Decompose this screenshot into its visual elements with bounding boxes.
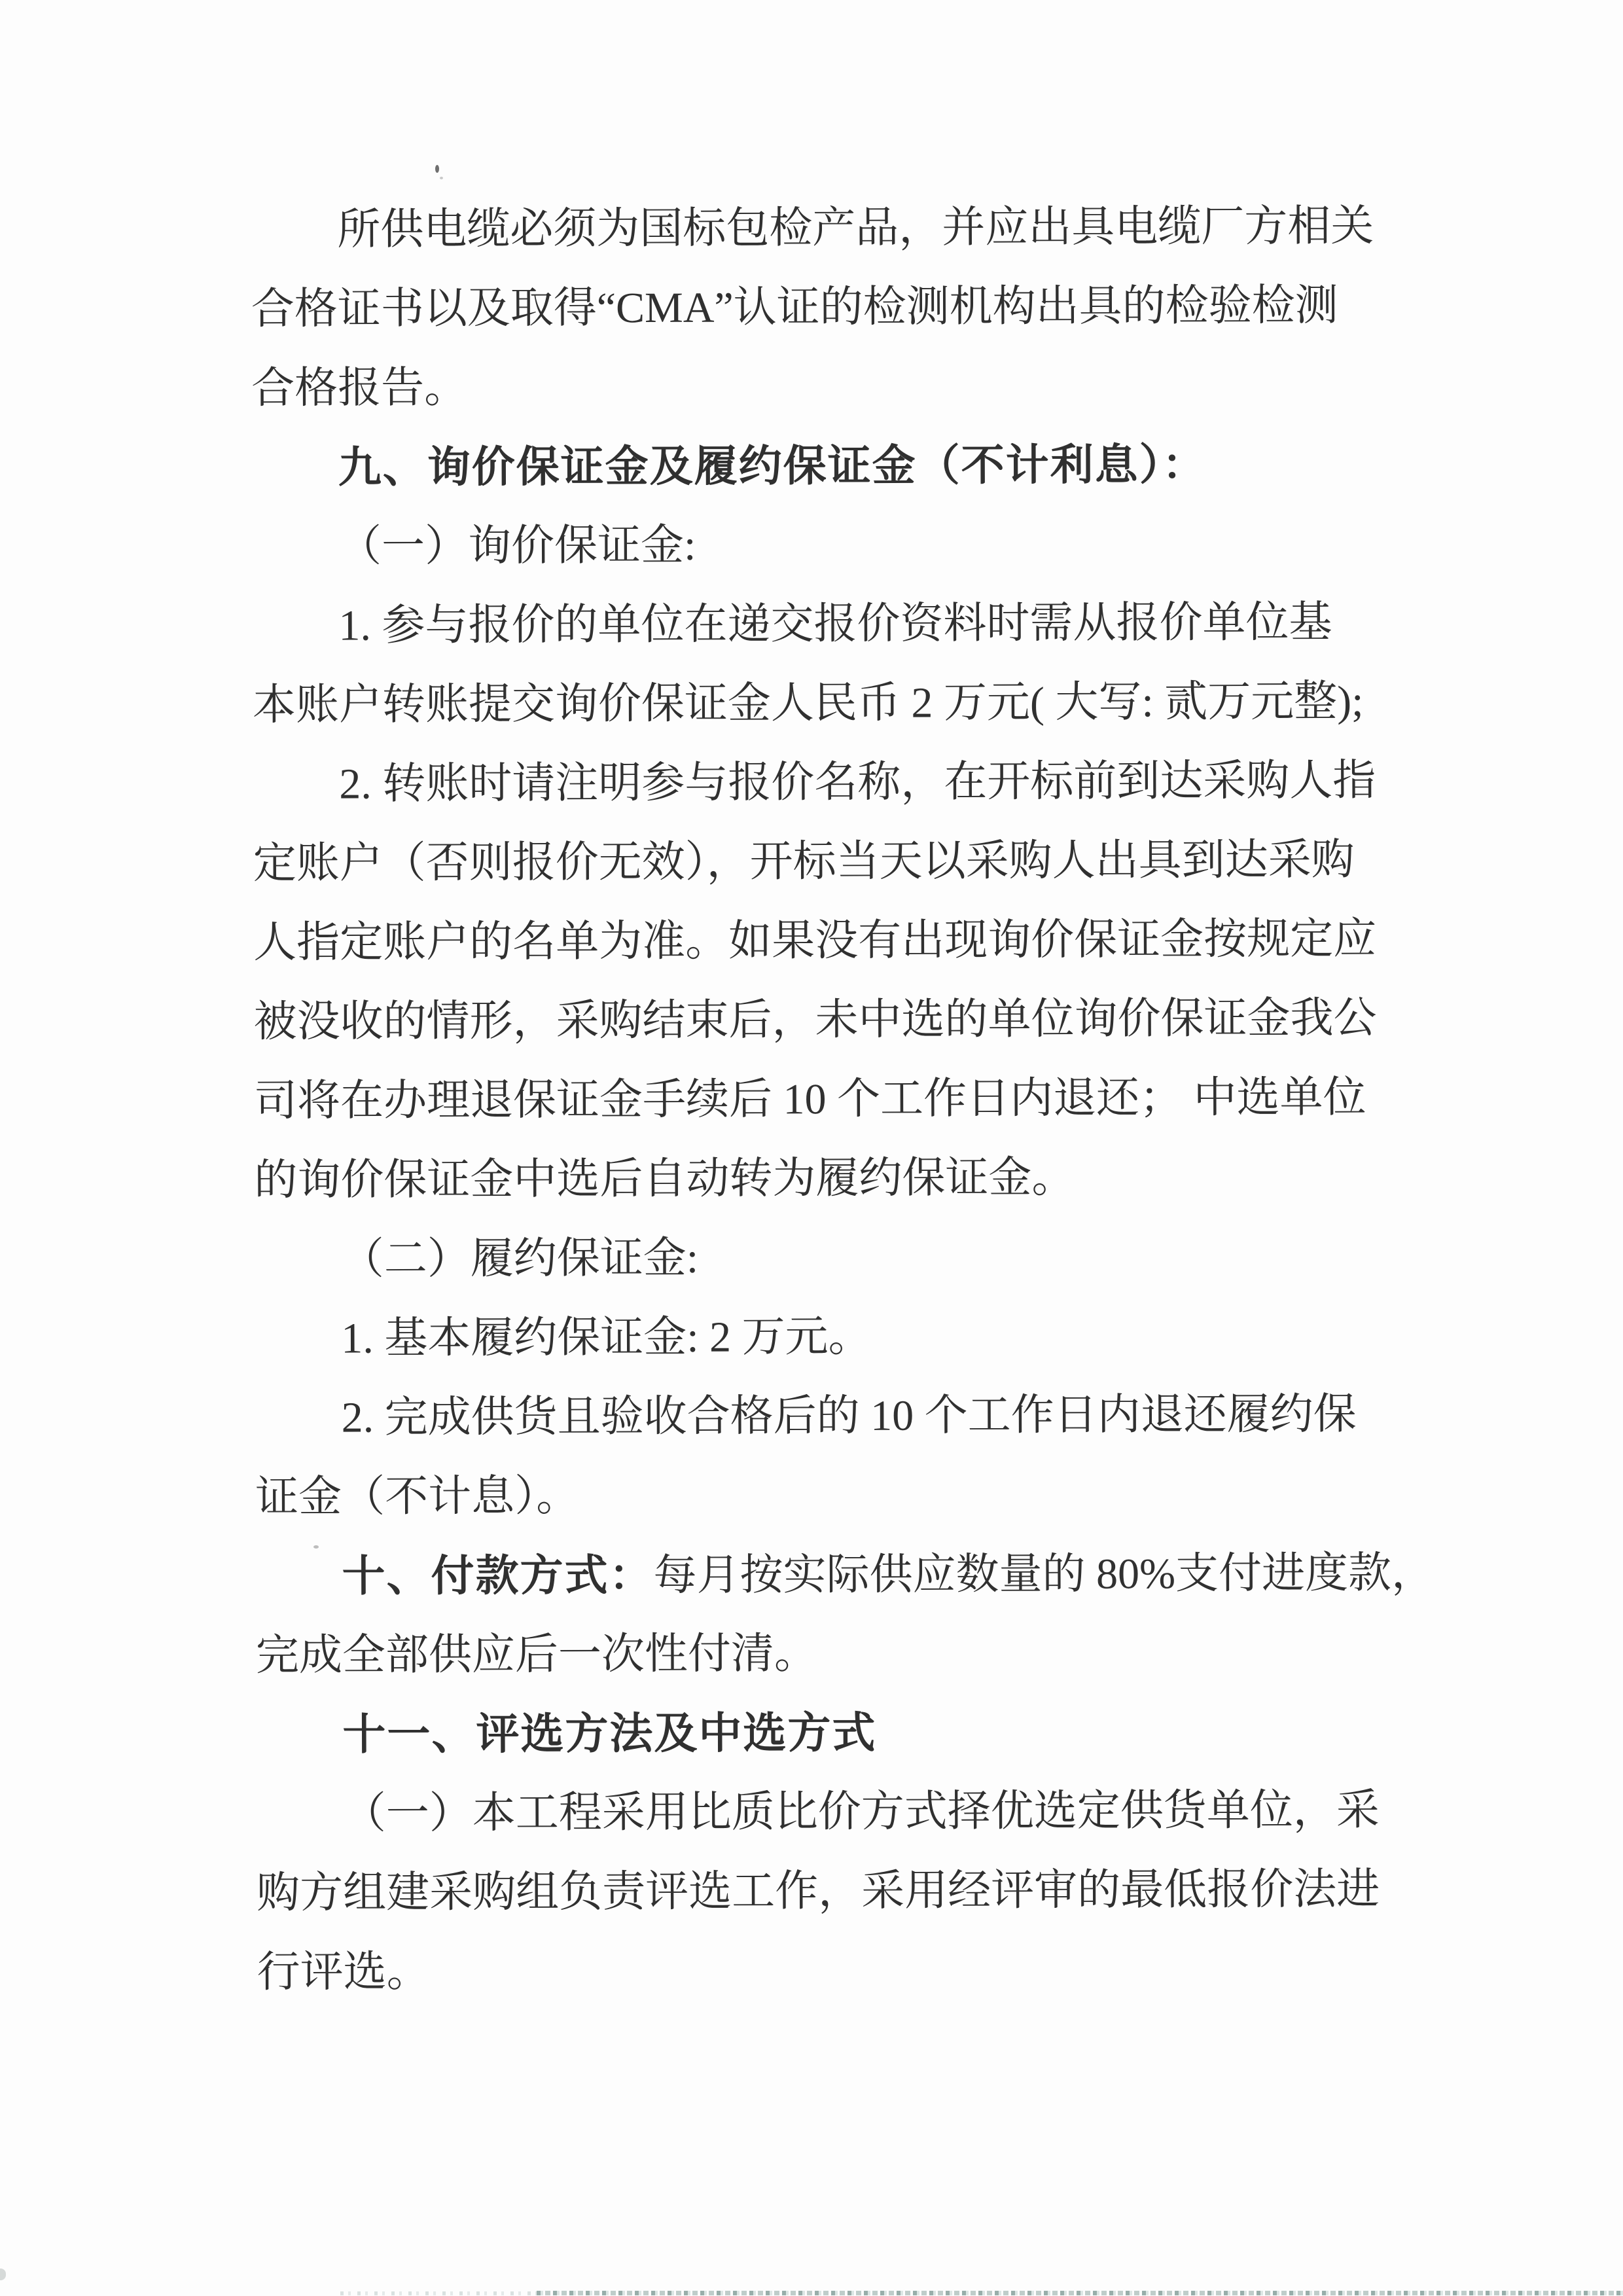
- text-line: [255, 1454, 1433, 1537]
- text-segment: 人指定账户的名单为准。如果没有出现询价保证金按规定应: [253, 915, 1377, 967]
- text-segment: 所供电缆必须为国标包检产品，并应出具电缆厂方相关: [337, 202, 1374, 254]
- text-line: [253, 820, 1431, 903]
- document-body: [251, 187, 1435, 2012]
- text-segment: 行评选。: [257, 1948, 430, 1997]
- text-line: [255, 1533, 1433, 1616]
- text-segment: 证金（不计息）。: [255, 1472, 580, 1522]
- text-segment: 完成全部供应后一次性付清。: [255, 1630, 818, 1680]
- text-segment: 合格报告。: [251, 363, 468, 413]
- text-line: [252, 583, 1430, 666]
- text-line: [251, 345, 1429, 428]
- text-segment: 合格证书以及取得“CMA”认证的检测机构出具的检验检测: [251, 281, 1338, 334]
- text-line: [255, 1295, 1433, 1378]
- text-segment: （一）询价保证金:: [338, 521, 696, 571]
- text-line: [253, 978, 1431, 1062]
- text-line: [254, 1137, 1432, 1220]
- scan-speck: [440, 177, 443, 179]
- text-segment: 十一、评选方法及中选方式: [342, 1708, 877, 1759]
- text-line: [257, 1850, 1435, 1933]
- text-segment: 司将在办理退保证金手续后 10 个工作日内退还； 中选单位: [253, 1073, 1366, 1126]
- text-segment: 购方组建采购组负责评选工作，采用经评审的最低报价法进: [257, 1865, 1380, 1918]
- text-line: [257, 1770, 1435, 1854]
- text-line: [252, 503, 1430, 586]
- scan-smudge: [0, 2269, 6, 2280]
- scan-speck: [435, 165, 439, 173]
- scan-edge-band-faint: [340, 2291, 537, 2295]
- text-segment: 十、付款方式：: [342, 1551, 654, 1600]
- text-segment: （二）履约保证金:: [340, 1234, 699, 1283]
- text-line: [256, 1612, 1434, 1695]
- text-segment: 每月按实际供应数量的 80%支付进度款，: [653, 1549, 1435, 1600]
- text-line: [253, 662, 1431, 745]
- text-line: [257, 1929, 1435, 2012]
- text-segment: 定账户（否则报价无效），开标当天以采购人出具到达采购: [253, 836, 1355, 888]
- text-line: [251, 187, 1429, 270]
- text-line: [254, 1058, 1432, 1141]
- text-segment: 被没收的情形，采购结束后，未中选的单位询价保证金我公: [253, 994, 1377, 1047]
- scan-edge-band: [537, 2291, 1623, 2295]
- scan-speck: [313, 1545, 319, 1549]
- text-segment: 2. 完成供货且验收合格后的 10 个工作日内退还履约保: [341, 1390, 1357, 1442]
- text-line: [253, 741, 1431, 824]
- text-segment: 本账户转账提交询价保证金人民币 2 万元( 大写: 贰万元整);: [252, 677, 1364, 730]
- text-segment: 的询价保证金中选后自动转为履约保证金。: [254, 1153, 1075, 1205]
- text-line: [251, 424, 1429, 507]
- text-segment: 1. 基本履约保证金: 2 万元。: [341, 1312, 872, 1363]
- text-segment: 1. 参与报价的单位在递交报价资料时需从报价单位基: [338, 598, 1332, 650]
- text-segment: 2. 转账时请注明参与报价名称，在开标前到达采购人指: [339, 757, 1376, 808]
- text-line: [255, 1216, 1433, 1299]
- text-line: [253, 899, 1431, 982]
- text-segment: 九、询价保证金及履约保证金（不计利息）：: [338, 440, 1207, 492]
- text-segment: （一）本工程采用比质比价方式择优选定供货单位，采: [342, 1786, 1380, 1838]
- text-line: [256, 1691, 1434, 1774]
- text-line: [251, 266, 1429, 349]
- text-line: [255, 1374, 1433, 1458]
